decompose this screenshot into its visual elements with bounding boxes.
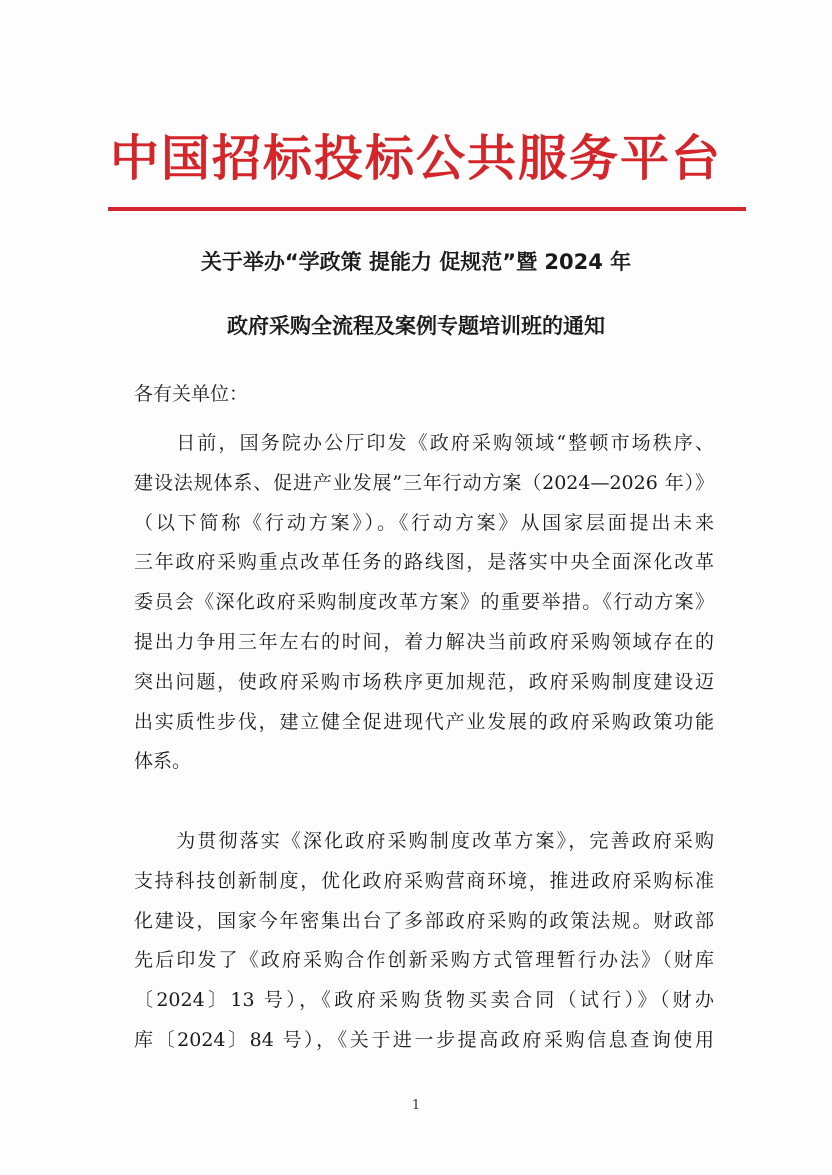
paragraph-line: 委员会《深化政府采购制度改革方案》的重要举措。《行动方案》 [134, 591, 714, 614]
paragraph-line: 建设法规体系、促进产业发展”三年行动方案（2024—2026 年）》 [134, 471, 714, 494]
paragraph-line: 体系。 [134, 750, 192, 773]
paragraph-line: 三年政府采购重点改革任务的路线图，是落实中央全面深化改革 [134, 551, 714, 574]
paragraph-2 [134, 822, 714, 1061]
paragraph-line: 〔2024〕13 号），《政府采购货物买卖合同（试行）》（财办 [134, 989, 714, 1012]
paragraph-1 [134, 424, 714, 782]
paragraph-line: 先后印发了《政府采购合作创新采购方式管理暂行办法》（财库 [134, 949, 714, 972]
paragraph-line: 日前，国务院办公厅印发《政府采购领域“整顿市场秩序、 [134, 432, 714, 454]
notice-title-line-2: 政府采购全流程及案例专题培训班的通知 [227, 314, 605, 338]
paragraph-line: 提出力争用三年左右的时间，着力解决当前政府采购领域存在的 [134, 630, 714, 653]
masthead-divider [108, 207, 746, 211]
masthead-title: 中国招标投标公共服务平台 [109, 129, 722, 187]
paragraph-line: 化建设，国家今年密集出台了多部政府采购的政策法规。财政部 [134, 909, 714, 932]
notice-title-line-1: 关于举办“学政策 提能力 促规范”暨 2024 年 [200, 250, 632, 274]
page-number: 1 [411, 1098, 421, 1113]
paragraph-line: 为贯彻落实《深化政府采购制度改革方案》，完善政府采购 [134, 830, 714, 852]
paragraph-line: 出实质性步伐，建立健全促进现代产业发展的政府采购政策功能 [134, 710, 714, 733]
paragraph-line: 库〔2024〕84 号），《关于进一步提高政府采购信息查询使用 [134, 1028, 714, 1051]
paragraph-line: （以下简称《行动方案》）。《行动方案》从国家层面提出未来 [134, 511, 714, 534]
salutation: 各有关单位： [134, 383, 249, 405]
paragraph-line: 支持科技创新制度，优化政府采购营商环境，推进政府采购标准 [134, 869, 714, 892]
paragraph-line: 突出问题，使政府采购市场秩序更加规范，政府采购制度建设迈 [134, 670, 714, 693]
